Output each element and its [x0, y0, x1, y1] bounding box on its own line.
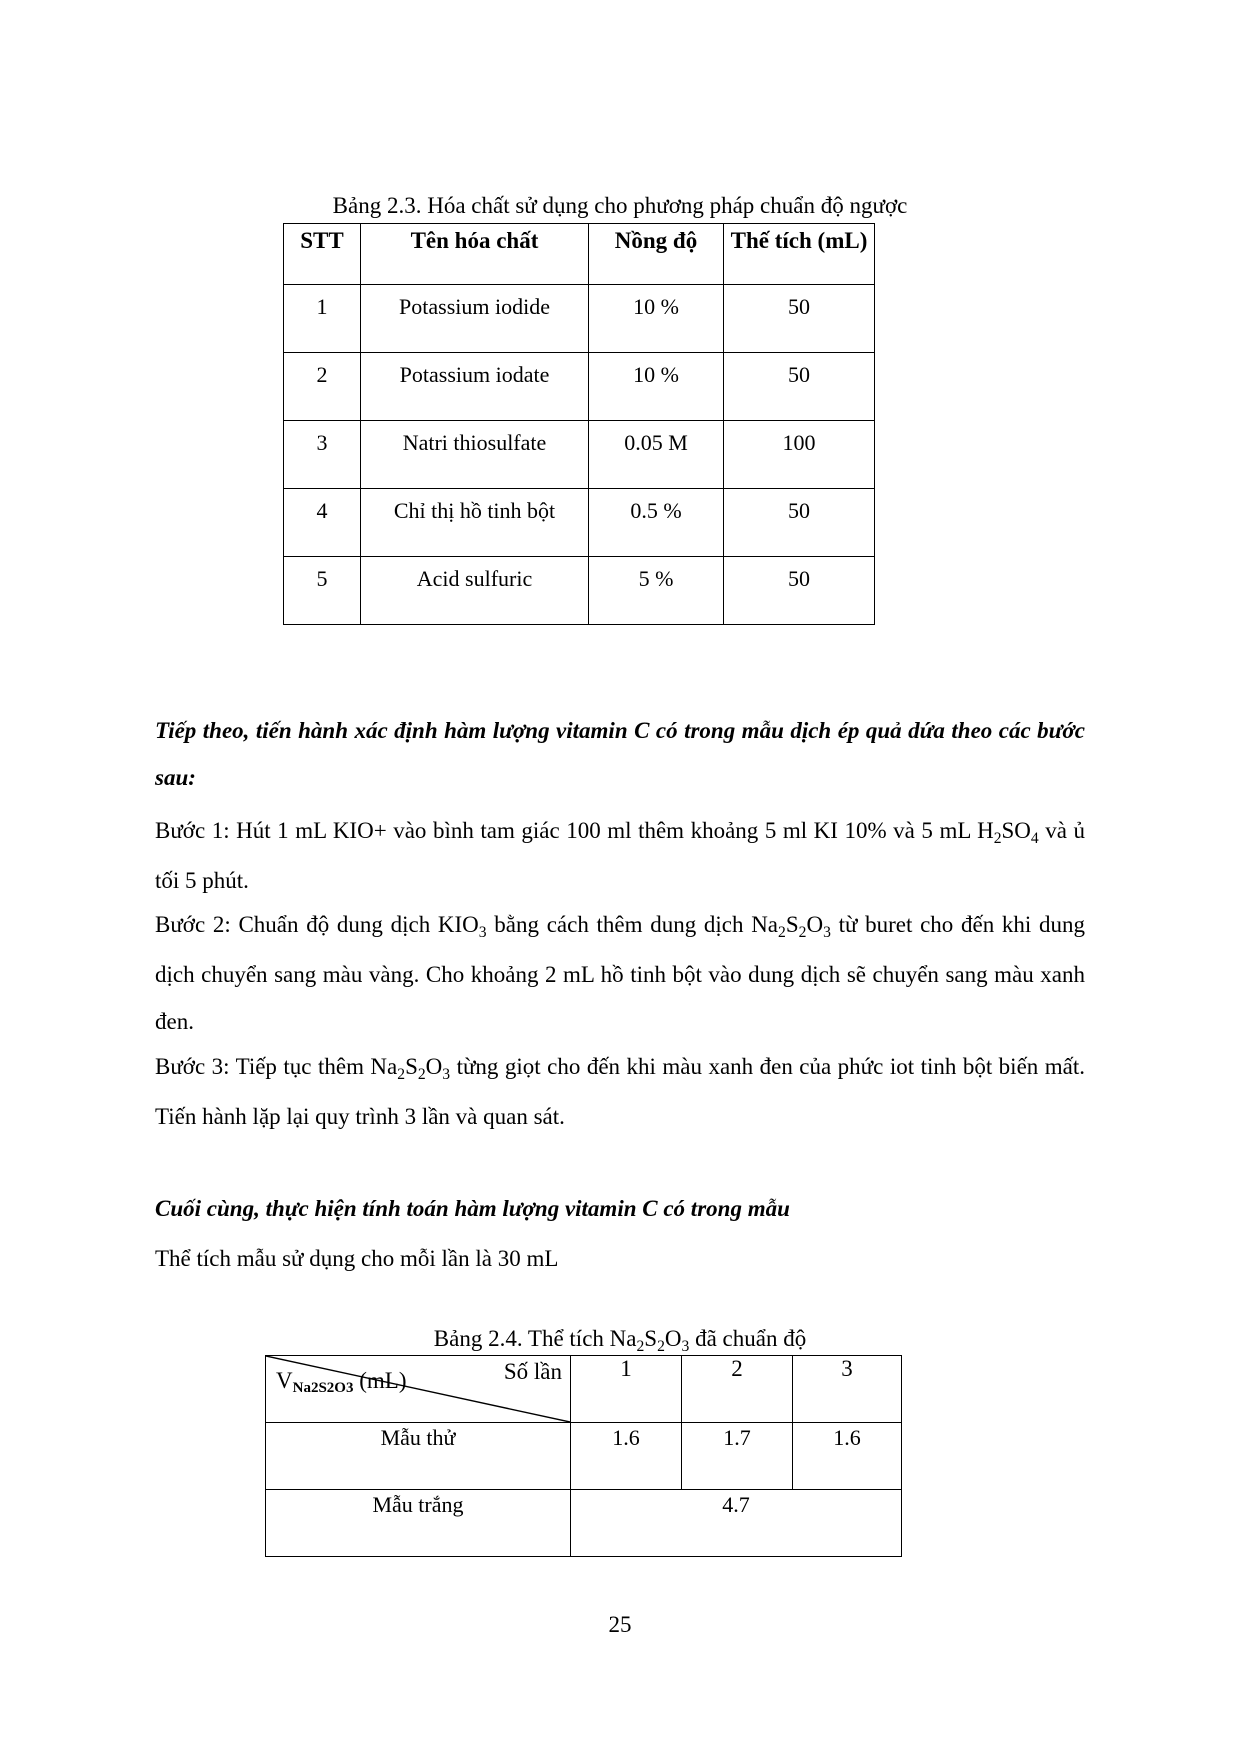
- step-2-text-c: S: [785, 912, 799, 937]
- paragraph-sample-volume: Thể tích mẫu sử dụng cho mỗi lần là 30 mL: [155, 1246, 559, 1271]
- step-2-text-d: O: [806, 912, 824, 937]
- corner-label-volume: [276, 1367, 406, 1398]
- cell-blank-label-text: Mẫu trắng: [372, 1492, 464, 1517]
- step-1-sub-1: 2: [993, 830, 1002, 847]
- step-3-sub-2: 2: [417, 1066, 426, 1083]
- step-3-sub-1: 2: [397, 1066, 406, 1083]
- table-row: [266, 1423, 902, 1490]
- step-3-text-c: O: [425, 1054, 443, 1079]
- corner-volume-subscript: Na2S2O3: [292, 1380, 354, 1396]
- cell-stt: 5: [284, 557, 361, 625]
- step-3-text-d: từng giọt cho đến khi màu xanh đen của phức iot tinh bột biến mất. Tiến hành lặp lại quy trình 3 lần và quan sát.: [155, 1054, 1085, 1129]
- step-2-sub-2: 2: [778, 924, 786, 941]
- cell-volume: 50: [724, 285, 875, 353]
- cell-chemical-name: Chỉ thị hồ tinh bột: [361, 489, 589, 557]
- cell-blank-value: [571, 1490, 902, 1557]
- step-2-text-a: Bước 2: Chuẩn độ dung dịch KIO: [155, 912, 479, 937]
- table-2-4-caption-sub-2: 2: [657, 1338, 665, 1355]
- cell-volume: 50: [724, 353, 875, 421]
- cell-stt: 4: [284, 489, 361, 557]
- cell-sample-trial-3-text: 1.6: [833, 1425, 861, 1450]
- paragraph-step-3: [155, 1043, 1085, 1140]
- table-row: [284, 489, 875, 557]
- table-2-3-caption: Bảng 2.3. Hóa chất sử dụng cho phương pháp chuẩn độ ngược: [332, 193, 908, 218]
- cell-stt: 1: [284, 285, 361, 353]
- table-row: [284, 353, 875, 421]
- table-2-3-header-row: [284, 224, 875, 285]
- cell-sample-trial-2: [682, 1423, 793, 1490]
- page-number: 25: [608, 1612, 632, 1637]
- paragraph-step-1: [155, 807, 1085, 904]
- table-2-4-caption: [0, 1324, 1240, 1357]
- paragraph-final: Cuối cùng, thực hiện tính toán hàm lượng vitamin C có trong mẫu: [155, 1196, 790, 1221]
- step-1-text-c: và ủ tối 5 phút.: [155, 818, 1085, 893]
- step-3-text-a: Bước 3: Tiếp tục thêm Na: [155, 1054, 398, 1079]
- step-2-sub-1: 3: [478, 924, 487, 941]
- cell-stt: 2: [284, 353, 361, 421]
- cell-concentration: 0.5 %: [589, 489, 724, 557]
- step-2-text-e: từ buret cho đến khi dung dịch chuyển sang màu vàng. Cho khoảng 2 mL hồ tinh bột vào dung dịch sẽ chuyển sang màu xanh đen.: [155, 912, 1085, 1034]
- step-2-sub-4: 3: [823, 924, 831, 941]
- step-1-sub-2: 4: [1030, 830, 1039, 847]
- step-3-sub-3: 3: [442, 1066, 451, 1083]
- table-2-3: [283, 223, 874, 625]
- cell-sample-label-text: Mẫu thử: [380, 1425, 456, 1450]
- table-2-4-header-trial-3: 3: [793, 1356, 902, 1423]
- cell-sample-trial-1: [571, 1423, 682, 1490]
- table-2-4-caption-sub-3: 3: [681, 1338, 690, 1355]
- cell-volume: 100: [724, 421, 875, 489]
- step-3-text-b: S: [405, 1054, 418, 1079]
- cell-concentration: 10 %: [589, 353, 724, 421]
- cell-volume: 50: [724, 557, 875, 625]
- cell-sample-trial-1-text: 1.6: [612, 1425, 640, 1450]
- cell-chemical-name: Potassium iodate: [361, 353, 589, 421]
- cell-concentration: 10 %: [589, 285, 724, 353]
- cell-stt: 3: [284, 421, 361, 489]
- table-row: [266, 1490, 902, 1557]
- step-2-sub-3: 2: [798, 924, 807, 941]
- table-2-3-header-volume: Thế tích (mL): [724, 224, 875, 285]
- cell-blank-label: [266, 1490, 571, 1557]
- table-2-4: [265, 1355, 901, 1557]
- table-row: [284, 557, 875, 625]
- table-2-3-header-name: Tên hóa chất: [361, 224, 589, 285]
- cell-concentration: 5 %: [589, 557, 724, 625]
- cell-volume: 50: [724, 489, 875, 557]
- cell-sample-trial-2-text: 1.7: [723, 1425, 751, 1450]
- table-2-4-caption-sub-1: 2: [636, 1338, 645, 1355]
- cell-blank-value-text: 4.7: [722, 1492, 750, 1517]
- table-2-4-caption-d: đã chuẩn độ: [689, 1326, 807, 1351]
- corner-volume-unit: (mL): [353, 1368, 407, 1393]
- table-2-3-header-stt: STT: [284, 224, 361, 285]
- table-2-4-header-trial-2: 2: [682, 1356, 793, 1423]
- cell-sample-label: [266, 1423, 571, 1490]
- cell-chemical-name: Acid sulfuric: [361, 557, 589, 625]
- paragraph-step-2: [155, 901, 1085, 1045]
- step-2-text-b: bằng cách thêm dung dịch Na: [486, 912, 779, 937]
- table-2-4-header-row: [266, 1356, 902, 1423]
- table-2-4-caption-c: O: [664, 1326, 682, 1351]
- table-2-4-header-trial-1: 1: [571, 1356, 682, 1423]
- corner-volume-symbol: V: [276, 1368, 293, 1393]
- table-2-3-header-concentration: Nồng độ: [589, 224, 724, 285]
- table-row: [284, 285, 875, 353]
- step-1-text-a: Bước 1: Hút 1 mL KIO+ vào bình tam giác 100 ml thêm khoảng 5 ml KI 10% và 5 mL H: [155, 818, 994, 843]
- step-1-text-b: SO: [1001, 818, 1031, 843]
- cell-concentration: 0.05 M: [589, 421, 724, 489]
- corner-label-trials: Số lần: [503, 1359, 562, 1384]
- table-2-4-corner-cell: [266, 1356, 571, 1423]
- paragraph-intro: Tiếp theo, tiến hành xác định hàm lượng vitamin C có trong mẫu dịch ép quả dứa theo các bước sau:: [155, 718, 1085, 790]
- table-2-4-caption-b: S: [644, 1326, 658, 1351]
- table-row: [284, 421, 875, 489]
- cell-sample-trial-3: [793, 1423, 902, 1490]
- cell-chemical-name: Potassium iodide: [361, 285, 589, 353]
- cell-chemical-name: Natri thiosulfate: [361, 421, 589, 489]
- table-2-4-caption-a: Bảng 2.4. Thể tích Na: [433, 1326, 637, 1351]
